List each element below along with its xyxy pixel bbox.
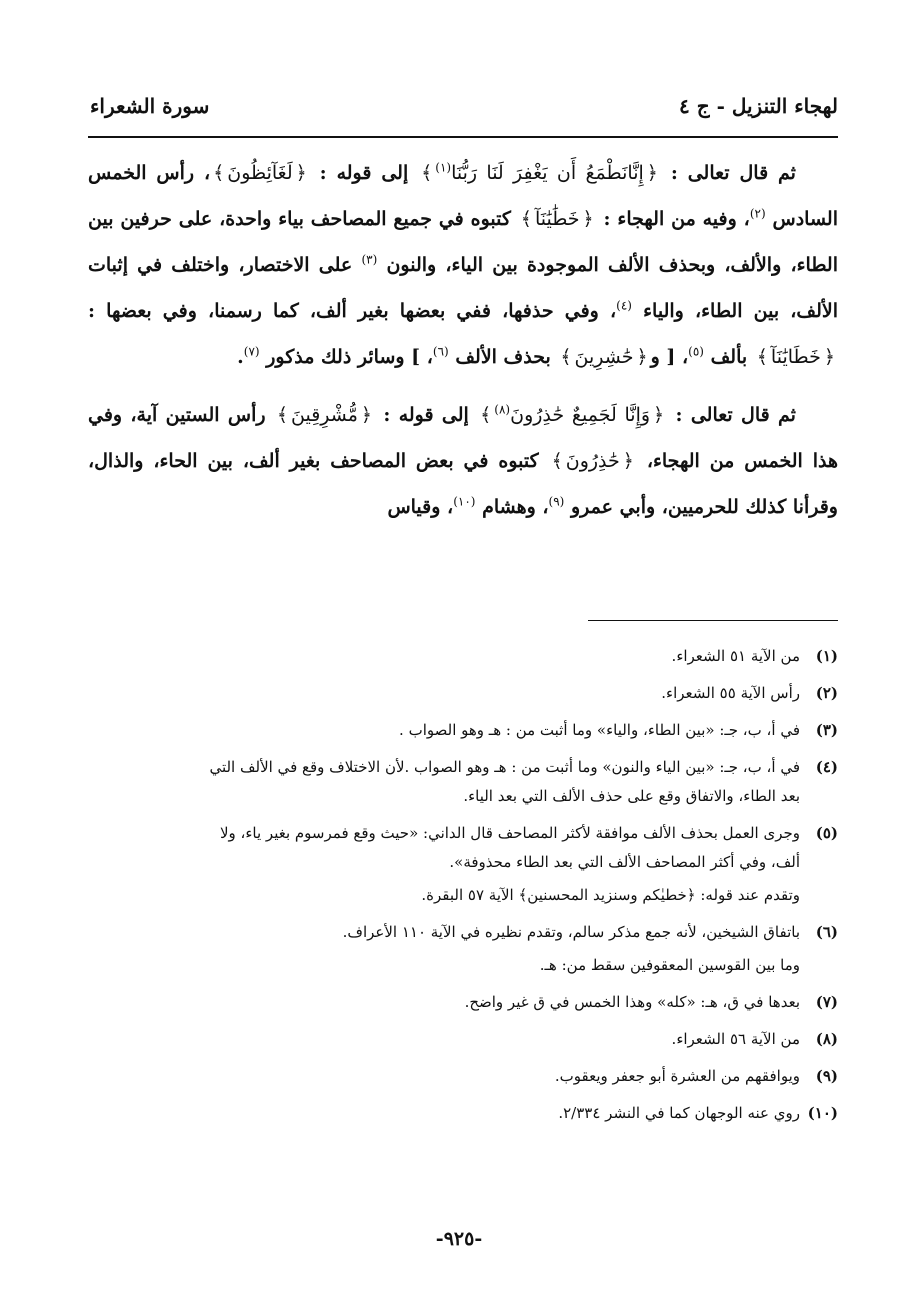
footnote-text: في أ، ب، جـ: «بين الياء والنون» وما أثبت من : هـ وهو الصواب .لأن الاختلاف وقع في الألف التي [209, 758, 800, 776]
footnote-4 [84, 753, 838, 811]
text: ثم قال تعالى : [675, 404, 796, 426]
text: ، رأس الخمس السادس [88, 162, 838, 230]
text: ثم قال تعالى : [670, 162, 796, 184]
running-header [90, 86, 838, 130]
paragraph-1 [88, 150, 838, 380]
quran-verse: خَطَايَٰنَآ [770, 346, 821, 368]
footnote-ref: (٦) [432, 344, 449, 359]
text: ، وفيه من الهجاء : [603, 208, 750, 230]
quran-bracket-close: ﴾ [520, 208, 532, 230]
header-rule [88, 136, 838, 138]
footnote-1 [84, 642, 838, 671]
quran-verse: حَٰشِرِينَ [574, 346, 634, 368]
footnote-number: (٤) [815, 758, 838, 776]
footnote-7 [84, 988, 838, 1017]
surah-title: سورة الشعراء [90, 94, 210, 118]
quran-bracket-close: ﴾ [421, 162, 433, 184]
footnote-ref: (٤) [616, 298, 632, 313]
footnote-ref: (١٠) [453, 494, 476, 509]
quran-bracket-close: ﴾ [480, 404, 492, 426]
quran-bracket-open: ﴿ [360, 404, 373, 426]
text: كتبوه في بعض المصاحف بغير ألف، بين الحاء، والذال، وقرأنا كذلك للحرميين، وأبي عمرو [88, 450, 838, 518]
footnote-text: ويوافقهم من العشرة أبو جعفر ويعقوب. [554, 1067, 800, 1085]
footnote-6 [84, 918, 838, 980]
footnote-continuation: ألف، وفي أكثر المصاحف الألف التي بعد الطاء محذوفة». [449, 853, 800, 871]
quran-verse: وَإِنَّا لَجَمِيعٌ حَٰذِرُونَ [510, 404, 651, 426]
book-title: لهجاء التنزيل - ج ٤ [678, 94, 838, 118]
quran-bracket-close: ﴾ [213, 162, 225, 184]
footnote-ref: (٨) [494, 402, 511, 417]
footnote-continuation: بعد الطاء، والاتفاق وقع على حذف الألف التي بعد الياء. [463, 787, 800, 805]
text: ، وهشام [482, 496, 549, 518]
quran-bracket-close: ﴾ [551, 450, 563, 472]
footnote-text: بعدها في ق، هـ: «كله» وهذا الخمس في ق غير واضح. [464, 993, 800, 1011]
text: . [237, 346, 244, 368]
footnote-text: في أ، ب، جـ: «بين الطاء، والياء» وما أثبت من : هـ وهو الصواب . [399, 721, 800, 739]
footnote-ref: (١) [435, 160, 452, 175]
footnote-text: وجرى العمل بحذف الألف موافقة لأكثر المصاحف قال الداني: «حيث وقع فمرسوم بغير ياء، ولا [219, 824, 800, 842]
footnote-number: (١) [815, 647, 838, 665]
footnote-ref: (٢) [749, 206, 766, 221]
footnote-extra: وما بين القوسين المعقوفين سقط من: هـ. [539, 956, 800, 974]
footnote-number: (٦) [815, 923, 838, 941]
text: ، [ و [650, 346, 689, 368]
footnote-ref: (٣) [361, 252, 378, 267]
footnote-number: (٩) [815, 1067, 838, 1085]
paragraph-2 [88, 392, 838, 530]
footnote-ref: (٧) [243, 344, 260, 359]
quran-bracket-close: ﴾ [756, 346, 768, 368]
footnote-text: من الآية ٥٦ الشعراء. [671, 1030, 800, 1048]
footnote-5 [84, 819, 838, 910]
footnote-3 [84, 716, 838, 745]
footnote-number: (٨) [815, 1030, 838, 1048]
main-text [88, 150, 838, 542]
text: على الاختصار، واختلف في إثبات الألف، بين الطاء، والياء [88, 254, 838, 322]
footnote-text: روي عنه الوجهان كما في النشر ٢/٣٣٤. [558, 1104, 800, 1122]
quran-bracket-open: ﴿ [295, 162, 307, 184]
footnote-number: (٥) [815, 824, 838, 842]
footnote-number: (٢) [815, 684, 838, 702]
text: كتبوه في جميع المصاحف بياء واحدة، على حرفين بين الطاء، والألف، وبحذف الألف الموجودة بين الياء، والنون [88, 208, 838, 276]
footnote-ref: (٩) [548, 494, 565, 509]
quran-bracket-close: ﴾ [560, 346, 572, 368]
footnote-extra: وتقدم عند قوله: ﴿خطيٰكم وسنزيد المحسنين﴾ الآية ٥٧ البقرة. [421, 886, 800, 904]
text: رأس الستين آية، وفي هذا الخمس من الهجاء، [88, 404, 838, 472]
quran-verse: خَطَٰيَٰنَآ [534, 208, 580, 230]
text: بحذف الألف [455, 346, 551, 368]
footnote-2 [84, 679, 838, 708]
text: بألف [710, 346, 748, 368]
quran-bracket-open: ﴿ [622, 450, 634, 472]
footnote-8 [84, 1025, 838, 1054]
footnote-10 [84, 1099, 838, 1128]
text: ، ] وسائر ذلك مذكور [266, 346, 433, 368]
footnote-9 [84, 1062, 838, 1091]
quran-bracket-open: ﴿ [582, 208, 594, 230]
quran-bracket-close: ﴾ [276, 404, 289, 426]
quran-bracket-open: ﴿ [636, 346, 648, 368]
text: إلى قوله : [319, 162, 409, 184]
footnote-text: من الآية ٥١ الشعراء. [671, 647, 800, 665]
quran-bracket-open: ﴿ [823, 346, 835, 368]
footnote-rule [588, 620, 838, 621]
footnote-number: (٣) [815, 721, 838, 739]
text: ، وفي حذفها، ففي بعضها بغير ألف، كما رسمنا، وفي بعضها : [88, 300, 617, 322]
quran-verse: إِنَّانَطْمَعُ أَن يَغْفِرَ لَنَا رَبُّنَا [451, 162, 644, 184]
footnote-ref: (٥) [688, 344, 704, 359]
footnote-text: رأس الآية ٥٥ الشعراء. [661, 684, 800, 702]
text: إلى قوله : [383, 404, 469, 426]
quran-bracket-open: ﴿ [653, 404, 665, 426]
text: ، وقياس [387, 496, 454, 518]
footnotes [84, 642, 838, 1136]
footnote-text: باتفاق الشيخين، لأنه جمع مذكر سالم، وتقدم نظيره في الآية ١١٠ الأعراف. [342, 923, 800, 941]
quran-verse: حَٰذِرُونَ [565, 450, 620, 472]
quran-bracket-open: ﴿ [646, 162, 658, 184]
quran-verse: مُّشْرِقِينَ [291, 404, 358, 426]
footnote-number: (١٠) [807, 1104, 838, 1122]
page-number: -٩٢٥- [435, 1228, 483, 1250]
quran-verse: لَغَآئِظُونَ [227, 162, 293, 184]
footnote-number: (٧) [815, 993, 838, 1011]
